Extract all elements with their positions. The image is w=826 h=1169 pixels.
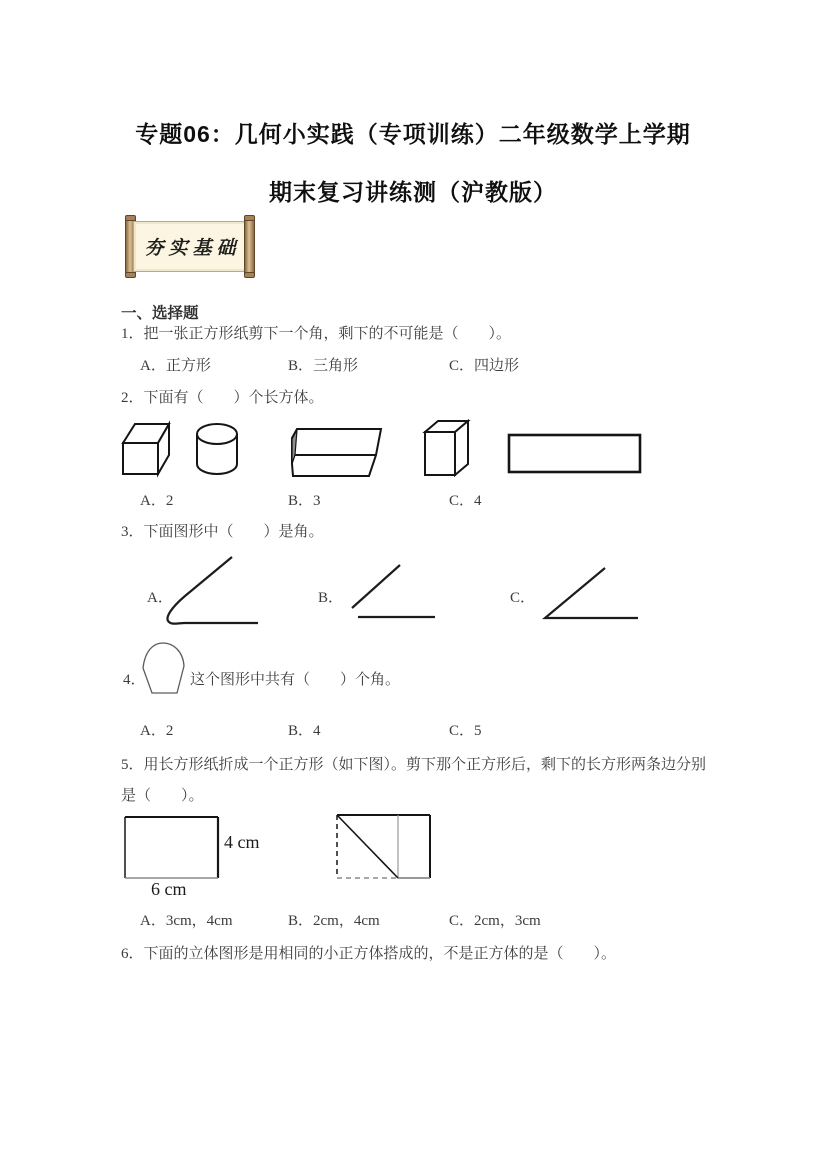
q3-figure-label-c: C． [510,590,536,606]
q1-option-c: C．四边形 [449,358,520,374]
q2-option-c: C．4 [449,493,482,509]
width-label: 6 cm [151,879,187,899]
tall-cuboid-figure [420,416,474,482]
scroll-roller-right-icon [244,218,255,275]
q3-figure-label-a: A． [147,590,173,606]
page-title-line2: 期末复习讲练测（沪教版） [269,179,557,205]
q5-option-a: A．3cm，4cm [140,913,233,929]
rectangle-4x6-figure [123,813,288,908]
q3-figure-label-b: B． [318,590,344,606]
q5-option-c: C．2cm，3cm [449,913,541,929]
cylinder-figure [195,421,241,477]
q2-option-a: A．2 [140,493,174,509]
question-5-text-line1: 5．用长方形纸折成一个正方形（如下图）。剪下那个正方形后，剩下的长方形两条边分别 [121,757,707,773]
curved-angle-figure [158,548,264,630]
folded-square-figure [335,813,435,883]
question-6-text: 6．下面的立体图形是用相同的小正方体搭成的，不是正方体的是（ ）。 [121,946,617,962]
true-angle-figure [538,561,644,623]
question-4-number: 4． [123,672,146,688]
q2-option-b: B．3 [288,493,321,509]
round-top-pentagon-figure [139,639,189,697]
cube-figure [121,418,173,478]
question-1-text: 1．把一张正方形纸剪下一个角，剩下的不可能是（ ）。 [121,326,512,342]
disconnected-lines-figure [344,558,440,622]
banner-text: 夯实基础 [144,238,241,259]
q1-option-b: B．三角形 [288,358,359,374]
banner-scroll [125,218,255,275]
q4-option-a: A．2 [140,723,174,739]
question-5-text-line2: 是（ ）。 [121,788,204,804]
flat-rectangle-figure [507,433,643,475]
q1-option-a: A．正方形 [140,358,211,374]
question-3-text: 3．下面图形中（ ）是角。 [121,524,324,540]
banner-panel [133,221,247,272]
long-cuboid-figure [288,426,386,480]
question-2-text: 2．下面有（ ）个长方体。 [121,390,324,406]
q4-option-c: C．5 [449,723,482,739]
page-title-line1: 专题06：几何小实践（专项训练）二年级数学上学期 [135,121,691,147]
section-header: 一、选择题 [121,305,199,322]
height-label: 4 cm [224,832,260,852]
q5-option-b: B．2cm，4cm [288,913,380,929]
question-4-text: 这个图形中共有（ ）个角。 [190,672,401,688]
rectangle-4x6-outline [123,813,223,883]
q4-option-b: B．4 [288,723,321,739]
